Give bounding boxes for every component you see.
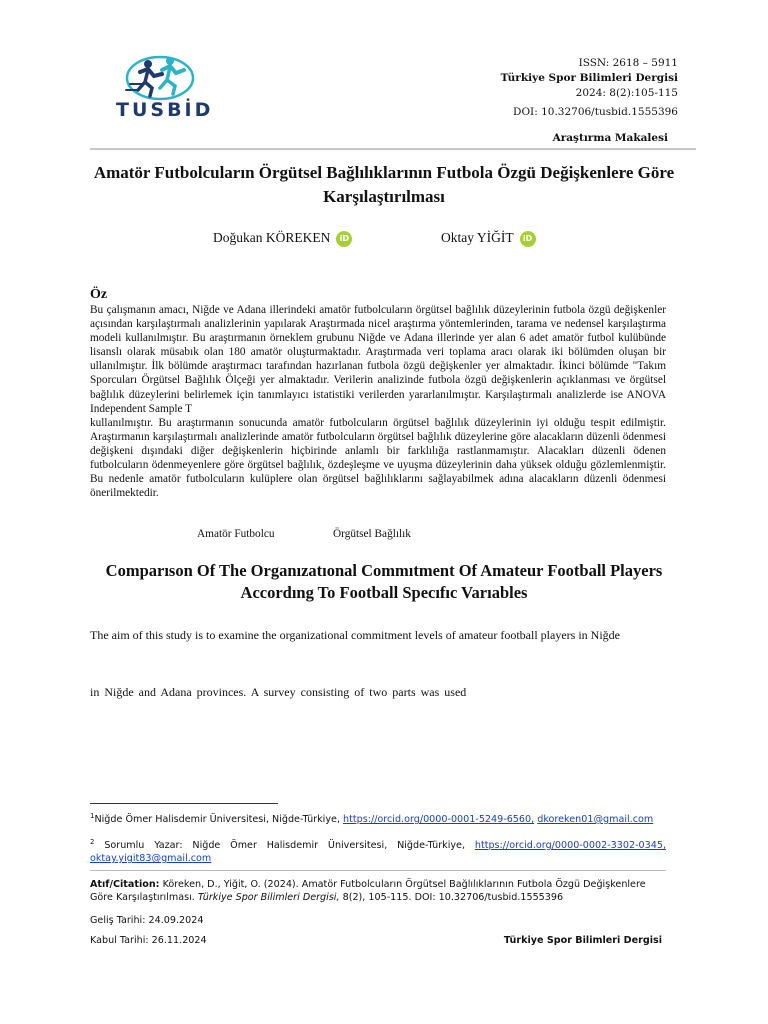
citation — [90, 878, 666, 904]
citation-text: Köreken, D., Yiğit, O. (2024). Amatör Futbolcuların Örgütsel Bağlılıklarının Futbola Özgü Değişkenlere Göre Karşılaştırılması. — [90, 879, 646, 903]
footnote-mark: 2 — [90, 838, 95, 846]
citation-journal: Türkiye Spor Bilimleri Dergisi, — [197, 892, 340, 903]
citation-tail: 8(2), 105-115. DOI: 10.32706/tusbid.1555396 — [342, 892, 564, 903]
citation-label: Atıf/Citation: — [90, 879, 160, 890]
runners-logo-icon — [112, 52, 212, 102]
footnote-1 — [90, 810, 666, 826]
journal-meta — [501, 56, 678, 120]
header-divider — [90, 148, 696, 150]
orcid-icon[interactable]: iD — [336, 231, 352, 247]
abstract-heading: Öz — [90, 287, 108, 302]
abstract-tr — [90, 303, 666, 500]
author-name: Doğukan KÖREKEN — [213, 230, 331, 245]
accepted-date: Kabul Tarihi: 26.11.2024 — [90, 935, 207, 946]
title-tr: Amatör Futbolcuların Örgütsel Bağlılıklarının Futbola Özgü Değişkenlere Göre Karşılaştırılması — [93, 163, 675, 206]
email-link[interactable]: dkoreken01@gmail.com — [537, 814, 654, 826]
issn: ISSN: 2618 – 5911 — [578, 57, 678, 69]
citation-divider — [90, 870, 666, 871]
abstract-paragraph: kullanılmıştır. Bu araştırmanın sonucunda amatör futbolcuların örgütsel bağlılık düzeylerinin iyi olduğu tespit edilmiştir. Araştırmanın karşılaştırmalı analizlerinde amatör futbolcuların örgütsel bağlılık düzeylerine göre alacakların düzenli ödenmesi değişkeni dışındaki diğer değişkenlerin hiçbirinde anlamlı bir farklılığa rastlanmamıştır. Alacakları düzenli ödenen futbolcuların ödenmeyenlere göre örgütsel bağlılık, özdeşleşme ve uyuşma düzeylerinin daha yüksek olduğu gözlemlenmiştir. Bu nedenle amatör futbolcuların kulüplere olan örgütsel bağlılıklarını sağlayabilmek adına alacakların düzenli ödenmesi önerilmektedir. — [90, 416, 666, 500]
journal-logo — [112, 52, 212, 124]
doi: DOI: 10.32706/tusbid.1555396 — [513, 106, 678, 118]
orcid-link[interactable]: https://orcid.org/0000-0002-3302-0345, — [474, 840, 666, 852]
footnote-2 — [90, 836, 666, 865]
abstract-en-line: The aim of this study is to examine the organizational commitment levels of amateur football players in Niğde — [90, 628, 620, 642]
keyword: Amatör Futbolcu — [197, 528, 275, 540]
email-link[interactable]: oktay.yigit83@gmail.com — [90, 853, 212, 865]
footer-journal-name: Türkiye Spor Bilimleri Dergisi — [503, 935, 662, 946]
affiliation: Niğde Ömer Halisdemir Üniversitesi, Niğde-Türkiye, — [94, 814, 340, 826]
keyword: Örgütsel Bağlılık — [333, 528, 411, 540]
journal-name: Türkiye Spor Bilimleri Dergisi — [500, 72, 678, 84]
footnote-divider — [90, 803, 278, 804]
orcid-icon[interactable]: iD — [520, 231, 536, 247]
logo-wordmark: TUSBİD — [116, 99, 214, 121]
author-1 — [213, 230, 352, 247]
title-en: Comparıson Of The Organızatıonal Commıtment Of Amateur Football Players Accordıng To Football Specıfıc Varıables — [105, 561, 663, 602]
author-2 — [441, 230, 536, 247]
footnote-mark: 1 — [90, 812, 95, 820]
affiliation: Sorumlu Yazar: Niğde Ömer Halisdemir Üniversitesi, Niğde-Türkiye, — [104, 840, 466, 852]
abstract-en-line: in Niğde and Adana provinces. A survey consisting of two parts was used — [90, 685, 467, 699]
orcid-link[interactable]: https://orcid.org/0000-0001-5249-6560, — [343, 814, 535, 826]
abstract-paragraph: Bu çalışmanın amacı, Niğde ve Adana illerindeki amatör futbolcuların örgütsel bağlılık düzeylerinin futbola özgü değişkenler açısından karşılaştırmalı analizlerinin yapılarak Araştırmada nicel araştırma yöntemlerinden, tarama ve nedensel karşılaştırma modeli kullanılmıştır. Bu araştırmanın örneklem grubunu Niğde ve Adana illerinde yer alan 6 adet amatör futbol kulübünde lisanslı olarak müsabık olan 180 amatör oluşturmaktadır. Araştırmada veri toplama aracı olarak iki bölümden oluşan bir ullanılmıştır. İlk bölümde araştırmacı tarafından hazırlanan futbola özgü değişkenler yer almaktadır. İkinci bölümde "Takım Sporcuları Örgütsel Bağlılık Ölçeği yer almaktadır. Verilerin analizinde futbola özgü değişkenlerin açıklanması ve örgütsel bağlılık düzeylerini belirlemek için tanımlayıcı istatistiki verilerden yararlanılmıştır. Karşılaştırmalı analizlerde ise ANOVA Independent Sample T — [90, 304, 666, 415]
volume-issue: 2024: 8(2):105-115 — [575, 87, 678, 99]
article-type: Araştırma Makalesi — [552, 132, 668, 144]
received-date: Geliş Tarihi: 24.09.2024 — [90, 915, 204, 926]
author-name: Oktay YİĞİT — [441, 230, 514, 245]
